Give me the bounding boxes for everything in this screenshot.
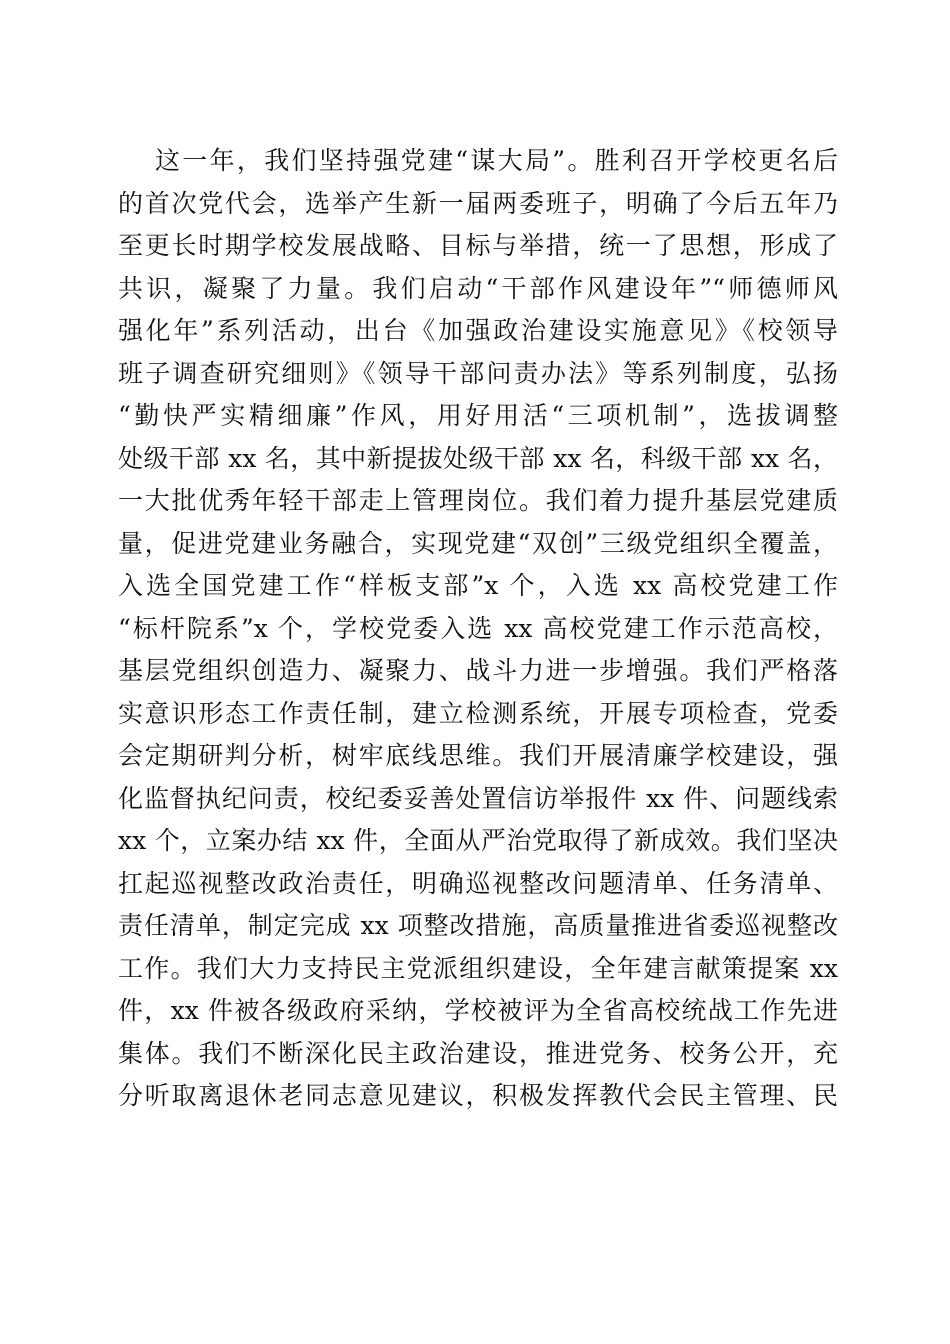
text-line-17: xx 个，立案办结 xx 件，全面从严治党取得了新成效。我们坚决 bbox=[118, 826, 838, 855]
text-line-14: 实意识形态工作责任制，建立检测系统，开展专项检查，党委 bbox=[118, 698, 838, 728]
text-line-23: 分听取离退休老同志意见建议，积极发挥教代会民主管理、民 bbox=[118, 1081, 838, 1110]
text-line-6: 班子调查研究细则》《领导干部问责办法》等系列制度，弘扬 bbox=[118, 358, 838, 388]
text-line-15: 会定期研判分析，树牢底线思维。我们开展清廉学校建设，强 bbox=[118, 741, 838, 770]
text-line-19: 责任清单，制定完成 xx 项整改措施，高质量推进省委巡视整改 bbox=[118, 911, 838, 940]
text-line-13: 基层党组织创造力、凝聚力、战斗力进一步增强。我们严格落 bbox=[118, 656, 838, 685]
text-line-11: 入选全国党建工作“样板支部”x 个，入选 xx 高校党建工作 bbox=[118, 571, 838, 600]
text-line-1: 这一年，我们坚持强党建“谋大局”。胜利召开学校更名后 bbox=[155, 146, 838, 175]
text-line-2: 的首次党代会，选举产生新一届两委班子，明确了今后五年乃 bbox=[118, 188, 838, 218]
text-line-12: “标杆院系”x 个，学校党委入选 xx 高校党建工作示范高校， bbox=[118, 613, 838, 643]
text-line-8: 处级干部 xx 名，其中新提拔处级干部 xx 名，科级干部 xx 名， bbox=[118, 443, 838, 473]
text-line-5: 强化年”系列活动，出台《加强政治建设实施意见》《校领导 bbox=[118, 316, 838, 345]
text-line-22: 集体。我们不断深化民主政治建设，推进党务、校务公开，充 bbox=[118, 1038, 838, 1068]
text-line-20: 工作。我们大力支持民主党派组织建设，全年建言献策提案 xx bbox=[118, 953, 838, 983]
text-line-16: 化监督执纪问责，校纪委妥善处置信访举报件 xx 件、问题线索 bbox=[118, 783, 838, 813]
text-line-4: 共识，凝聚了力量。我们启动“干部作风建设年”“师德师风 bbox=[118, 273, 838, 303]
text-line-7: “勤快严实精细廉”作风，用好用活“三项机制”，选拔调整 bbox=[118, 401, 838, 430]
body-paragraph bbox=[118, 140, 838, 1118]
text-line-10: 量，促进党建业务融合，实现党建“双创”三级党组织全覆盖， bbox=[118, 528, 838, 558]
text-line-21: 件，xx 件被各级政府采纳，学校被评为全省高校统战工作先进 bbox=[118, 996, 838, 1025]
text-line-18: 扛起巡视整改政治责任，明确巡视整改问题清单、任务清单、 bbox=[118, 868, 838, 898]
text-line-3: 至更长时期学校发展战略、目标与举措，统一了思想，形成了 bbox=[118, 231, 838, 260]
text-line-9: 一大批优秀年轻干部走上管理岗位。我们着力提升基层党建质 bbox=[118, 486, 838, 515]
